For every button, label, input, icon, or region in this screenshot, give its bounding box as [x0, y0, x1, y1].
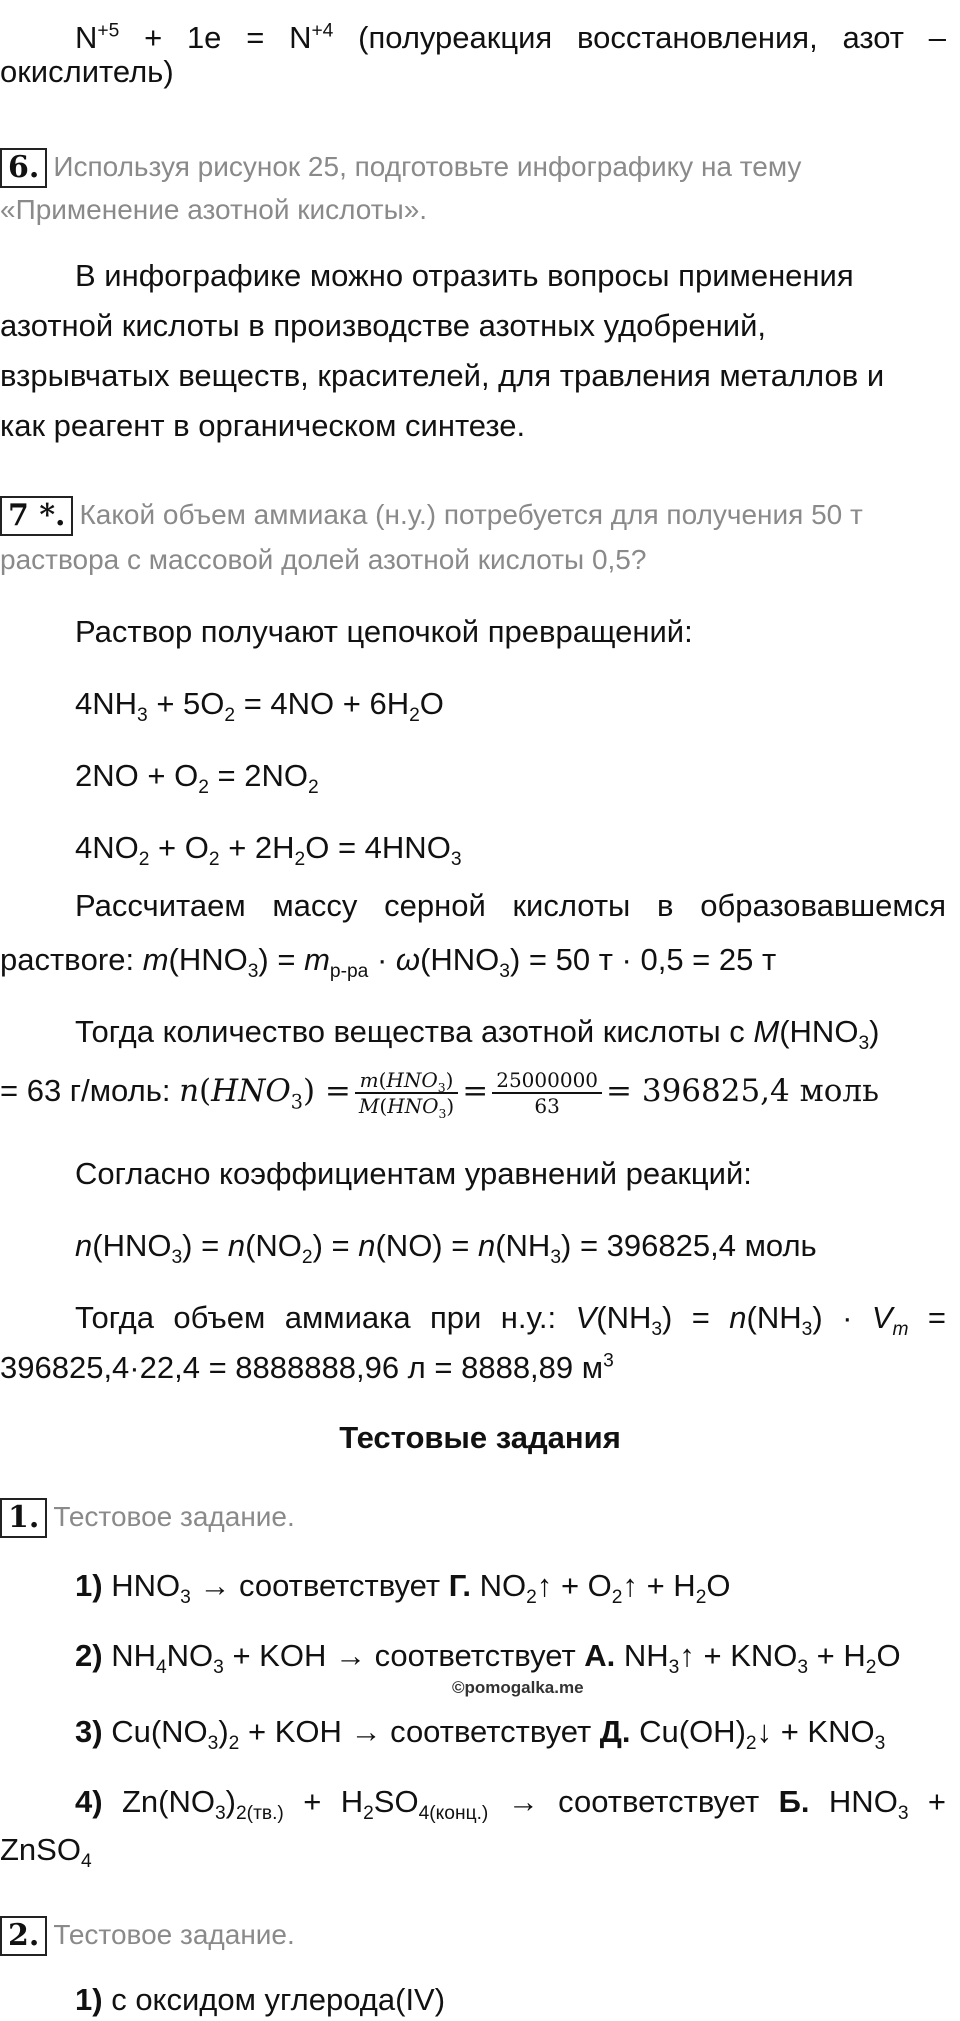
calc-amount-line-2: = 63 г/моль: $n(HNO_3)$ = $\frac{m(HNO_3)}{M(HNO_3)}$ = $\frac{25000000}{63}$ = 396825,4 моль [0, 1068, 879, 1121]
section-title: Тестовые задания [339, 1420, 621, 1455]
test1-item-continued: ZnSO$_4$ [0, 1832, 92, 1873]
watermark: ©pomogalka.me [452, 1678, 584, 1697]
task6-question: 6. Используя рисунок 25, подготовьте инфографику на тему [0, 146, 946, 188]
task7-question: 7 *. Какой объем аммиака (н.у.) потребуется для получения 50 т [0, 494, 946, 536]
calc-amount-line-1: Тогда количество вещества азотной кислоты с $M(HNO_3)$ [75, 1014, 880, 1055]
task6-answer-line: как реагент в органическом синтезе. [0, 408, 526, 443]
test1-item: 3) $Cu(NO_3)_2$ + KOH → соответствует Д. $Cu(OH)_2↓ + KNO_3$ [75, 1714, 886, 1755]
task-number-box: 2. [0, 1916, 47, 1956]
test1-header: 1. Тестовое задание. [0, 1496, 946, 1538]
coef-intro: Согласно коэффициентам уравнений реакций: [75, 1156, 752, 1191]
task-number-box: 7 *. [0, 496, 73, 536]
test2-item: 1) с оксидом углерода(IV) [75, 1982, 446, 2017]
test1-item: 1) $HNO_3$ → соответствует Г. $NO_2↑$ + $O_2↑ + H_2O$ [75, 1568, 731, 1609]
test1-item: 4) $Zn(NO_3)_{2(тв.)} + H_2SO_{4(конц.)}$ → соответствует Б. $HNO_3$ + [75, 1784, 947, 1825]
task7-question-line-2: раствора с массовой долей азотной кислоты 0,5? [0, 544, 647, 575]
half-reaction-line: $N^{+5} + 1e = N^{+4}$ (полуреакция восстановления, азот – [75, 20, 947, 55]
calc-mass-line-2: раствore: $m(HNO_3) = m_{р-ра} \cdot \omega(HNO_3) = 50$ т · 0,5 = 25 т [0, 942, 777, 983]
task7-intro: Раствор получают цепочкой превращений: [75, 614, 693, 649]
amount-equalities: $n(HNO_3) = n(NO_2) = n(NO) = n(NH_3) = 396825,4$ моль [75, 1228, 817, 1269]
fraction: $\frac{25000000}{63}$ [492, 1068, 602, 1118]
reaction-equation-3: $4NO_2 + O_2 + 2H_2O = 4HNO_3$ [75, 830, 462, 871]
task6-answer-line: азотной кислоты в производстве азотных удобрений, [0, 308, 767, 343]
task6-question-line-2: «Применение азотной кислоты». [0, 194, 428, 225]
half-reaction-line-2: окислитель) [0, 54, 174, 89]
calc-mass-line-1: Рассчитаем массу серной кислоты в образовавшемся [75, 888, 946, 923]
volume-line-2: 396825,4·22,4 = 8888888,96 л = 8888,89 $м^3$ [0, 1350, 614, 1385]
test2-header: 2. Тестовое задание. [0, 1914, 946, 1956]
task-number-box: 1. [0, 1498, 47, 1538]
task-number-box: 6. [0, 148, 47, 188]
fraction: $\frac{m(HNO_3)}{M(HNO_3)}$ [355, 1068, 458, 1118]
task6-answer-line: взрывчатых веществ, красителей, для травления металлов и [0, 358, 885, 393]
reaction-equation-1: $4NH_3 + 5O_2 = 4NO + 6H_2O$ [75, 686, 444, 727]
task6-answer-line: В инфографике можно отразить вопросы применения [75, 258, 854, 293]
test1-item: 2) $NH_4NO_3$ + KOH → соответствует А. $NH_3↑ + KNO_3 + H_2O$ [75, 1638, 901, 1679]
volume-line-1: Тогда объем аммиака при н.у.: $V(NH_3) = n(NH_3) \cdot V_m$ = [75, 1300, 947, 1341]
reaction-equation-2: $2NO + O_2 = 2NO_2$ [75, 758, 319, 799]
